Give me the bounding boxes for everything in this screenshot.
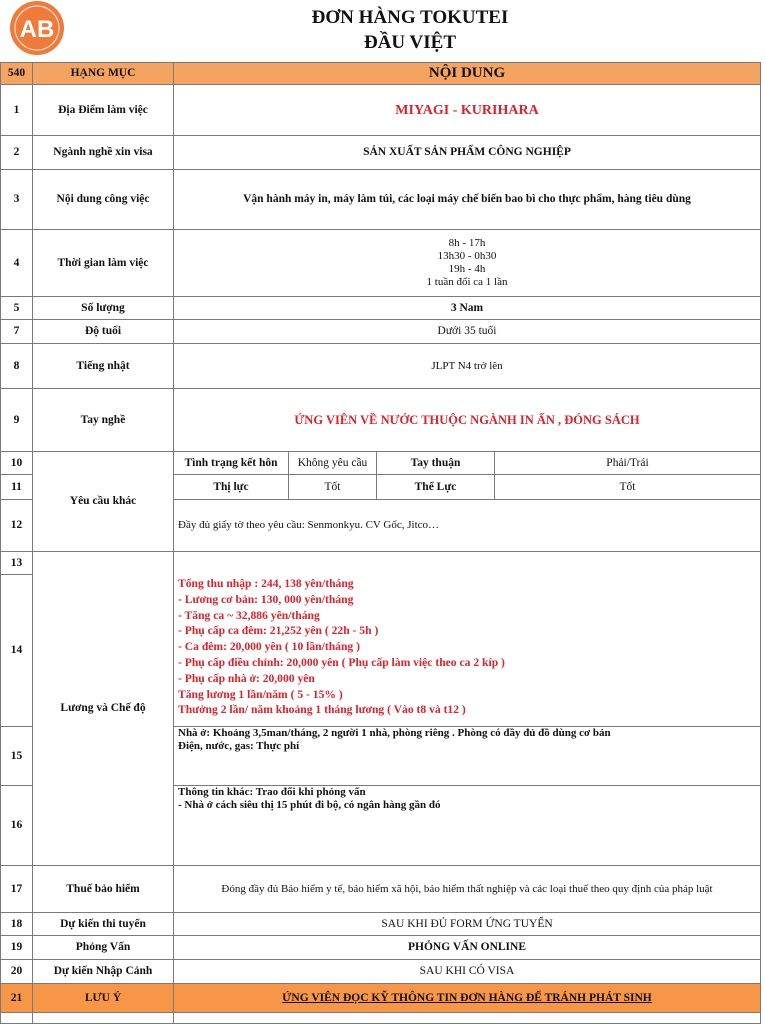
row-number: 15 (0, 726, 33, 786)
row-number: 13 (0, 551, 33, 575)
income-line: - Ca đêm: 20,000 yên ( 10 lần/tháng ) (178, 640, 360, 654)
income-details (173, 551, 761, 727)
housing-line: Điện, nước, gas: Thực phí (178, 740, 300, 752)
entry-date: SAU KHI CÓ VISA (173, 959, 761, 984)
header-category: HẠNG MỤC (32, 62, 174, 85)
marital-status-label: Tình trạng kết hôn (173, 451, 289, 475)
empty-cell (173, 1012, 761, 1024)
income-line: - Phụ cấp nhà ở: 20,000 yên (178, 671, 315, 685)
shift-line: 1 tuần đổi ca 1 lần (426, 276, 508, 288)
row-label-exam-date: Dự kiến thi tuyển (32, 912, 174, 936)
other-info-line: - Nhà ở cách siêu thị 15 phút đi bộ, có ngân hàng gần đó (178, 799, 441, 811)
row-label-visa-industry: Ngành nghề xin visa (32, 135, 174, 170)
eyesight-label: Thị lực (173, 474, 289, 500)
row-number: 5 (0, 296, 33, 320)
tax-insurance: Đóng đầy đủ Bảo hiểm y tế, bảo hiểm xã hội, bảo hiểm thất nghiệp và các loại thuế theo quy định của pháp luật (173, 865, 761, 913)
row-number: 2 (0, 135, 33, 170)
row-number: 4 (0, 229, 33, 297)
row-number: 14 (0, 574, 33, 727)
work-location: MIYAGI - KURIHARA (173, 84, 761, 136)
row-number: 3 (0, 169, 33, 230)
income-line: - Tăng ca ~ 32,886 yên/tháng (178, 608, 320, 622)
page-subtitle: ĐẦU VIỆT (363, 32, 457, 53)
logo-text: AB (19, 16, 55, 43)
row-label-japanese: Tiếng nhật (32, 343, 174, 389)
housing-info (173, 726, 761, 786)
marital-status-value: Không yêu cầu (288, 451, 377, 475)
empty-cell (0, 1012, 33, 1024)
job-content: Vận hành máy in, máy làm túi, các loại máy chế biến bao bì cho thực phẩm, hàng tiêu dùng (173, 169, 761, 230)
row-number: 17 (0, 865, 33, 913)
row-number: 19 (0, 935, 33, 960)
row-label-quantity: Số lượng (32, 296, 174, 320)
row-label-entry-date: Dự kiến Nhập Cảnh (32, 959, 174, 984)
other-info-line: Thông tin khác: Trao đổi khi phỏng vấn (178, 786, 366, 798)
japanese-level: JLPT N4 trở lên (173, 343, 761, 389)
row-label-job-content: Nội dung công việc (32, 169, 174, 230)
working-hours (173, 229, 761, 297)
income-line: Tăng lương 1 lần/năm ( 5 - 15% ) (178, 687, 343, 701)
required-documents: Đầy đủ giấy tờ theo yêu cầu: Senmonkyu. CV Gốc, Jitco… (173, 499, 761, 552)
row-label-interview: Phỏng Vấn (32, 935, 174, 960)
row-number: 8 (0, 343, 33, 389)
company-logo (6, 0, 68, 56)
empty-cell (32, 1012, 174, 1024)
row-label-location: Địa Điểm làm việc (32, 84, 174, 136)
row-label-tax-insurance: Thuế bảo hiểm (32, 865, 174, 913)
interview-method: PHỎNG VẤN ONLINE (173, 935, 761, 960)
housing-line: Nhà ở: Khoảng 3,5man/tháng, 2 người 1 nhà, phòng riêng . Phòng có đầy đủ đồ dùng cơ bản (178, 727, 611, 739)
row-label-skill: Tay nghề (32, 388, 174, 452)
skill-requirement: ỨNG VIÊN VỀ NƯỚC THUỘC NGÀNH IN ẤN , ĐÓNG SÁCH (173, 388, 761, 452)
income-line: - Lương cơ bản: 130, 000 yên/tháng (178, 592, 354, 606)
age-requirement: Dưới 35 tuổi (173, 319, 761, 344)
exam-date: SAU KHI ĐỦ FORM ỨNG TUYỂN (173, 912, 761, 936)
income-line: Thưởng 2 lần/ năm khoảng 1 tháng lương ( Vào t8 và t12 ) (178, 703, 466, 717)
row-number: 1 (0, 84, 33, 136)
header-code: 540 (0, 62, 33, 85)
row-number: 12 (0, 499, 33, 552)
eyesight-value: Tốt (288, 474, 377, 500)
row-number: 16 (0, 785, 33, 866)
shift-line: 8h - 17h (448, 237, 486, 249)
handedness-label: Tay thuận (376, 451, 495, 475)
row-number: 20 (0, 959, 33, 984)
row-label-age: Độ tuổi (32, 319, 174, 344)
income-line: Tổng thu nhập : 244, 138 yên/tháng (178, 577, 354, 590)
important-note: ỨNG VIÊN ĐỌC KỸ THÔNG TIN ĐƠN HÀNG ĐỂ TRÁNH PHÁT SINH (173, 983, 761, 1013)
quantity: 3 Nam (173, 296, 761, 320)
income-line: - Phụ cấp điều chỉnh: 20,000 yên ( Phụ cấp làm việc theo ca 2 kíp ) (178, 655, 505, 669)
page-title: ĐƠN HÀNG TOKUTEI (311, 7, 509, 28)
row-number: 21 (0, 983, 33, 1013)
row-label-note: LƯU Ý (32, 983, 174, 1013)
visa-industry: SẢN XUẤT SẢN PHẨM CÔNG NGHIỆP (173, 135, 761, 170)
income-line: - Phụ cấp ca đêm: 21,252 yên ( 22h - 5h ) (178, 624, 379, 638)
fitness-label: Thể Lực (376, 474, 495, 500)
header-content: NỘI DUNG (173, 62, 761, 85)
row-label-salary-benefits: Lương và Chế độ (32, 551, 174, 866)
shift-line: 19h - 4h (448, 263, 486, 275)
row-label-other-requirements: Yêu cầu khác (32, 451, 174, 552)
row-number: 11 (0, 474, 33, 500)
row-number: 10 (0, 451, 33, 475)
row-number: 9 (0, 388, 33, 452)
row-label-working-hours: Thời gian làm việc (32, 229, 174, 297)
job-order-table (0, 62, 766, 1024)
fitness-value: Tốt (494, 474, 761, 500)
row-number: 18 (0, 912, 33, 936)
other-info (173, 785, 761, 866)
shift-line: 13h30 - 0h30 (437, 250, 497, 262)
handedness-value: Phải/Trái (494, 451, 761, 475)
row-number: 7 (0, 319, 33, 344)
